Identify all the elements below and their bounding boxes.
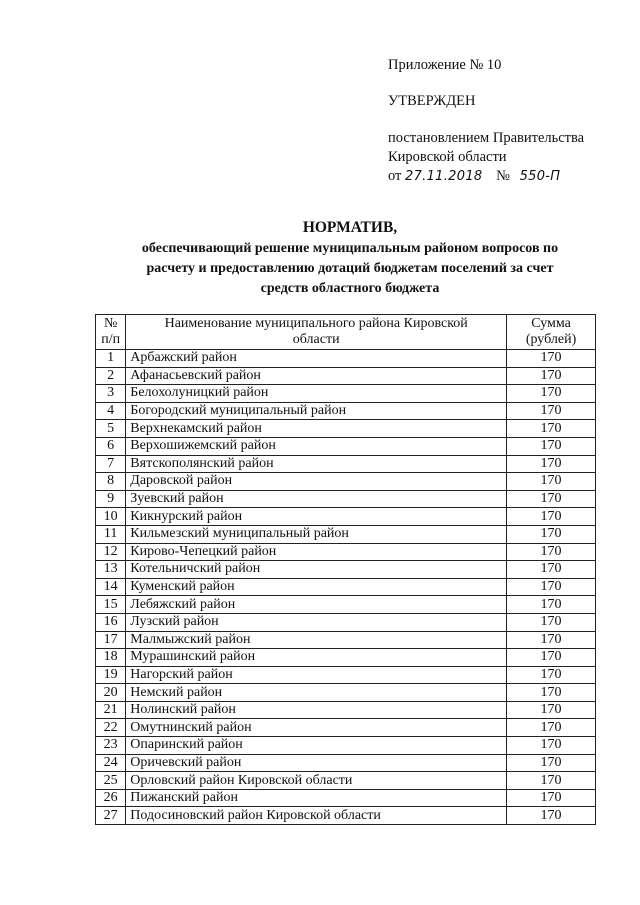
row-number-cell: 23 — [96, 737, 126, 755]
table-row — [96, 455, 596, 473]
district-name-cell: Даровской район — [126, 473, 507, 491]
sum-cell: 170 — [507, 719, 596, 737]
table-row — [96, 402, 596, 420]
row-number-cell: 19 — [96, 666, 126, 684]
district-name-cell: Подосиновский район Кировской области — [126, 807, 507, 825]
table-row — [96, 543, 596, 561]
row-number-cell: 20 — [96, 684, 126, 702]
table-row — [96, 719, 596, 737]
sum-cell: 170 — [507, 701, 596, 719]
row-number-cell: 9 — [96, 490, 126, 508]
sum-cell: 170 — [507, 737, 596, 755]
table-row — [96, 578, 596, 596]
sum-cell: 170 — [507, 649, 596, 667]
row-number-cell: 4 — [96, 402, 126, 420]
table-row — [96, 490, 596, 508]
sum-cell: 170 — [507, 367, 596, 385]
sum-cell: 170 — [507, 385, 596, 403]
table-row — [96, 525, 596, 543]
sum-cell: 170 — [507, 508, 596, 526]
row-number-cell: 14 — [96, 578, 126, 596]
resolution-line-1: постановлением Правительства — [388, 130, 585, 146]
row-number-cell: 12 — [96, 543, 126, 561]
table-row — [96, 754, 596, 772]
table-row — [96, 666, 596, 684]
district-name-cell: Зуевский район — [126, 490, 507, 508]
district-name-cell: Лузский район — [126, 613, 507, 631]
table-row — [96, 596, 596, 614]
sum-cell: 170 — [507, 437, 596, 455]
table-row — [96, 772, 596, 790]
district-name-cell: Нагорский район — [126, 666, 507, 684]
district-name-cell: Пижанский район — [126, 789, 507, 807]
table-row — [96, 737, 596, 755]
sum-cell: 170 — [507, 578, 596, 596]
district-name-cell: Кильмезский муниципальный район — [126, 525, 507, 543]
sum-cell: 170 — [507, 473, 596, 491]
row-number-cell: 6 — [96, 437, 126, 455]
district-name-cell: Арбажский район — [126, 350, 507, 368]
sum-cell: 170 — [507, 561, 596, 579]
district-name-cell: Омутнинский район — [126, 719, 507, 737]
row-number-cell: 17 — [96, 631, 126, 649]
number-sign: № — [496, 168, 510, 184]
heading-subtitle-line-1: обеспечивающий решение муниципальным районом вопросов по — [141, 241, 559, 256]
district-name-cell: Кирово-Чепецкий район — [126, 543, 507, 561]
date-prefix: от — [388, 168, 402, 184]
district-name-cell: Белохолуницкий район — [126, 385, 507, 403]
row-number-cell: 15 — [96, 596, 126, 614]
table-row — [96, 367, 596, 385]
sum-cell: 170 — [507, 789, 596, 807]
row-number-cell: 13 — [96, 561, 126, 579]
sum-cell: 170 — [507, 402, 596, 420]
row-number-cell: 16 — [96, 613, 126, 631]
district-name-cell: Вятскополянский район — [126, 455, 507, 473]
district-name-cell: Богородский муниципальный район — [126, 402, 507, 420]
row-number-cell: 7 — [96, 455, 126, 473]
table-row — [96, 631, 596, 649]
district-name-cell: Котельничский район — [126, 561, 507, 579]
sum-cell: 170 — [507, 772, 596, 790]
row-number-cell: 5 — [96, 420, 126, 438]
table-header-row — [96, 315, 596, 350]
resolution-date-line — [388, 167, 628, 186]
district-name-cell: Кикнурский район — [126, 508, 507, 526]
table-row — [96, 684, 596, 702]
appendix-label: Приложение № 10 — [388, 57, 502, 73]
table-row — [96, 385, 596, 403]
row-number-cell: 10 — [96, 508, 126, 526]
row-number-cell: 3 — [96, 385, 126, 403]
district-name-cell: Немский район — [126, 684, 507, 702]
row-number-cell: 25 — [96, 772, 126, 790]
sum-cell: 170 — [507, 666, 596, 684]
sum-cell: 170 — [507, 455, 596, 473]
table-row — [96, 508, 596, 526]
norm-table — [95, 314, 596, 825]
row-number-cell: 18 — [96, 649, 126, 667]
row-number-cell: 22 — [96, 719, 126, 737]
district-name-cell: Малмыжский район — [126, 631, 507, 649]
sum-cell: 170 — [507, 596, 596, 614]
handwritten-number: 550-П — [519, 169, 561, 184]
table-body — [96, 350, 596, 825]
table-row — [96, 420, 596, 438]
district-name-cell: Лебяжский район — [126, 596, 507, 614]
sum-cell: 170 — [507, 350, 596, 368]
table-row — [96, 437, 596, 455]
sum-cell: 170 — [507, 807, 596, 825]
sum-cell: 170 — [507, 420, 596, 438]
sum-cell: 170 — [507, 613, 596, 631]
row-number-cell: 2 — [96, 367, 126, 385]
table-row — [96, 613, 596, 631]
document-heading — [60, 218, 640, 298]
district-name-cell: Верхошижемский район — [126, 437, 507, 455]
heading-subtitle-line-3: средств областного бюджета — [260, 281, 440, 296]
row-number-cell: 26 — [96, 789, 126, 807]
header-name: Наименование муниципального района Кировской области — [126, 315, 507, 350]
table-row — [96, 649, 596, 667]
table-row — [96, 789, 596, 807]
table-row — [96, 701, 596, 719]
approved-label: УТВЕРЖДЕН — [388, 93, 476, 109]
approval-block — [388, 56, 628, 186]
header-sum: Сумма (рублей) — [507, 315, 596, 350]
row-number-cell: 8 — [96, 473, 126, 491]
row-number-cell: 24 — [96, 754, 126, 772]
district-name-cell: Мурашинский район — [126, 649, 507, 667]
district-name-cell: Верхнекамский район — [126, 420, 507, 438]
sum-cell: 170 — [507, 754, 596, 772]
table-row — [96, 350, 596, 368]
header-num: № п/п — [96, 315, 126, 350]
sum-cell: 170 — [507, 525, 596, 543]
district-name-cell: Оричевский район — [126, 754, 507, 772]
sum-cell: 170 — [507, 684, 596, 702]
handwritten-date: 27.11.2018 — [405, 169, 483, 184]
row-number-cell: 21 — [96, 701, 126, 719]
row-number-cell: 1 — [96, 350, 126, 368]
table-row — [96, 561, 596, 579]
table-row — [96, 473, 596, 491]
district-name-cell: Нолинский район — [126, 701, 507, 719]
heading-title: НОРМАТИВ, — [302, 219, 398, 236]
district-name-cell: Куменский район — [126, 578, 507, 596]
sum-cell: 170 — [507, 543, 596, 561]
table-row — [96, 807, 596, 825]
resolution-line-2: Кировской области — [388, 149, 507, 165]
row-number-cell: 27 — [96, 807, 126, 825]
heading-subtitle-line-2: расчету и предоставлению дотаций бюджетам поселений за счет — [146, 261, 554, 276]
district-name-cell: Афанасьевский район — [126, 367, 507, 385]
sum-cell: 170 — [507, 631, 596, 649]
row-number-cell: 11 — [96, 525, 126, 543]
district-name-cell: Орловский район Кировской области — [126, 772, 507, 790]
district-name-cell: Опаринский район — [126, 737, 507, 755]
sum-cell: 170 — [507, 490, 596, 508]
